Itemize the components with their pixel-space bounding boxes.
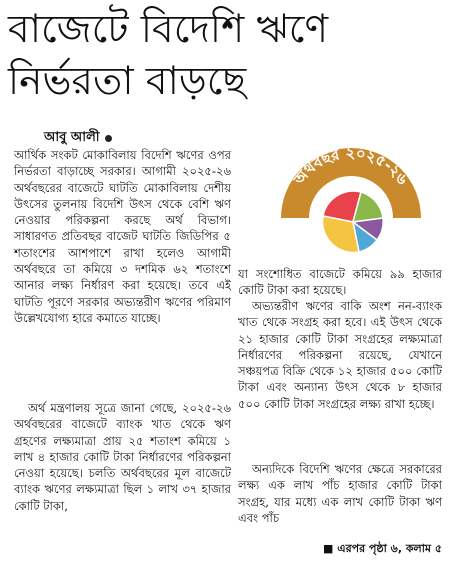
pie-slice-yellow (323, 216, 359, 252)
headline-line-2: নির্ভরতা বাড়ছে (8, 59, 247, 104)
budget-year-emblem (271, 130, 431, 256)
byline (44, 128, 112, 149)
headline (8, 4, 453, 108)
emblem-label-path: অর্থবছর ২০২৫-২৬ (290, 143, 412, 189)
author-name: আবু আলী (44, 130, 100, 145)
article-col2-paragraph-2: অভ্যন্তরীণ ঋণের বাকি অংশ নন-ব্যাংক খাত থেকে সংগ্রহ করা হবে। এই উৎস থেকে ২১ হাজার কোটি টাকা সংগ্রহের লক্ষ্যমাত্রা নির্ধারণের পরিকল্পনা রয়েছে, যেখানে সঞ্চয়পত্র বিক্রি থেকে ১২ হাজার ৫০০ কোটি টাকা এবং অন্যান্য উৎস থেকে ৮ হাজার ৫০০ কোটি টাকা সংগ্রহের লক্ষ্য রাখা হচ্ছে। (238, 299, 442, 411)
article-col2-paragraph-3: অন্যদিকে বিদেশি ঋণের ক্ষেত্রে সরকারের লক্ষ্য এক লাখ পাঁচ হাজার কোটি টাকা সংগ্রহ, যার মধ্যে এক লাখ কোটি টাকা ঋণ এবং পাঁচ (238, 462, 442, 525)
emblem-pie (323, 191, 384, 252)
article-paragraph-2: অর্থ মন্ত্রণালয় সূত্রে জানা গেছে, ২০২৫-২৬ অর্থবছরের বাজেটে ব্যাংক খাত থেকে ঋণ গ্রহণের লক্ষ্যমাত্রা প্রায় ২৫ শতাংশ কমিয়ে ১ লাখ ৪ হাজার কোটি টাকা নির্ধারণের পরিকল্পনা নেওয়া হয়েছে। চলতি অর্থবছরের মূল বাজেটে ব্যাংক ঋণের লক্ষ্যমাত্রা ছিল ১ লাখ ৩৭ হাজার কোটি টাকা, (14, 401, 231, 513)
bullet-dot-icon (105, 135, 112, 142)
headline-line-1: বাজেটে বিদেশি ঋণে (8, 7, 329, 52)
article-paragraph-1: আর্থিক সংকট মোকাবিলায় বিদেশি ঋণের ওপর নির্ভরতা বাড়াচ্ছে সরকার। আগামী ২০২৫-২৬ অর্থবছরের বাজেটে ঘাটতি মোকাবিলায় দেশীয় উৎসের তুলনায় বিদেশি উৎস থেকে বেশি ঋণ নেওয়ার পরিকল্পনা করছে অর্থ বিভাগ। সাধারণত প্রতিবছর বাজেট ঘাটতি জিডিপির ৫ শতাংশের আশপাশে রাখা হলেও আগামী অর্থবছরে তা কমিয়ে ৩ দশমিক ৬২ শতাংশে আনার লক্ষ্য নির্ধারণ করা হয়েছে। তবে এই ঘাটতি পূরণে সরকার অভ্যন্তরীণ ঋণের পরিমাণ উল্লেখযোগ্য হারে কমাতে যাচ্ছে। (14, 148, 231, 325)
article-col2-paragraph-1: যা সংশোধিত বাজেটে কমিয়ে ৯৯ হাজার কোটি টাকা করা হয়েছে। (238, 267, 442, 298)
budget-pie-emblem-icon (271, 130, 431, 256)
continued-pointer[interactable]: ■ এরপর পৃষ্ঠা ৬, কলাম ৫ (323, 542, 442, 555)
